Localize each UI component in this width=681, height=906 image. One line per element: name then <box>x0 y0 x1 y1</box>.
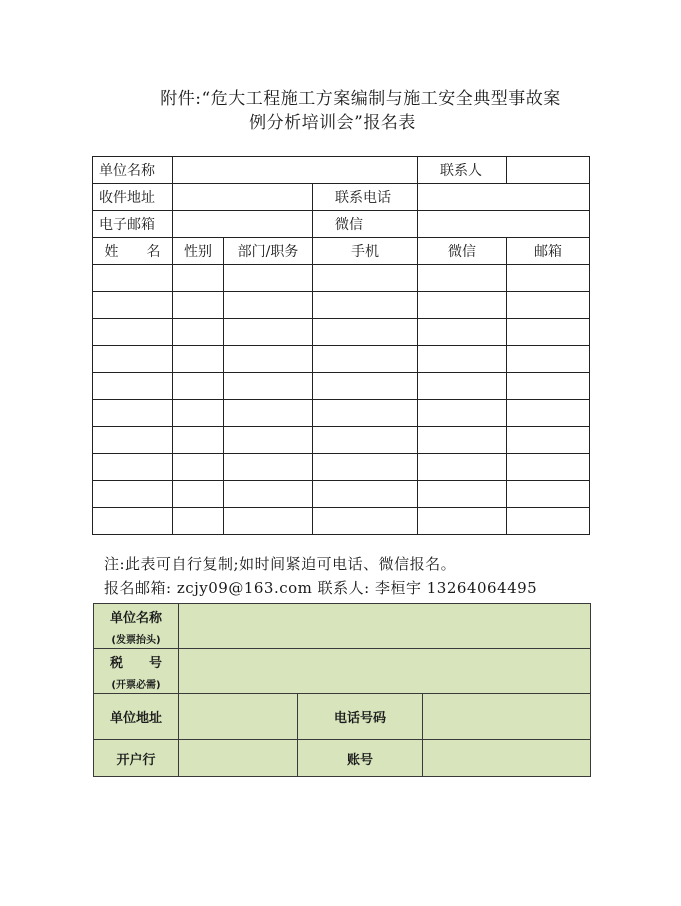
cell-mobile[interactable] <box>313 508 418 535</box>
note-copy-instruction: 注:此表可自行复制;如时间紧迫可电话、微信报名。 <box>104 555 457 573</box>
cell-department[interactable] <box>224 427 313 454</box>
cell-mobile[interactable] <box>313 346 418 373</box>
email-field[interactable] <box>173 211 313 238</box>
registration-table <box>92 156 590 535</box>
cell-wechat[interactable] <box>418 265 507 292</box>
column-header-department: 部门/职务 <box>224 238 313 265</box>
page-title-line-2: 例分析培训会”报名表 <box>249 113 416 133</box>
cell-name[interactable] <box>93 454 173 481</box>
invoice-phone-field[interactable] <box>423 694 591 740</box>
cell-department[interactable] <box>224 319 313 346</box>
note-contact-info: 报名邮箱: zcjy09@163.com 联系人: 李桓宇 13264064495 <box>104 579 538 597</box>
cell-department[interactable] <box>224 265 313 292</box>
cell-email[interactable] <box>507 454 590 481</box>
invoice-bank-field[interactable] <box>179 740 298 777</box>
table-row <box>93 319 590 346</box>
invoice-unit-name-text: 单位名称 <box>109 610 162 626</box>
cell-mobile[interactable] <box>313 427 418 454</box>
wechat-field[interactable] <box>418 211 590 238</box>
cell-wechat[interactable] <box>418 400 507 427</box>
cell-department[interactable] <box>224 373 313 400</box>
cell-department[interactable] <box>224 508 313 535</box>
cell-wechat[interactable] <box>418 508 507 535</box>
cell-name[interactable] <box>93 373 173 400</box>
invoice-unit-name-note: (发票抬头) <box>111 634 161 646</box>
invoice-account-field[interactable] <box>423 740 591 777</box>
cell-gender[interactable] <box>173 346 224 373</box>
cell-name[interactable] <box>93 292 173 319</box>
invoice-tax-no-label <box>94 649 179 694</box>
cell-email[interactable] <box>507 292 590 319</box>
cell-mobile[interactable] <box>313 400 418 427</box>
address-label: 收件地址 <box>93 184 173 211</box>
unit-name-field[interactable] <box>173 157 418 184</box>
cell-wechat[interactable] <box>418 427 507 454</box>
cell-name[interactable] <box>93 319 173 346</box>
contact-label: 联系人 <box>418 157 507 184</box>
cell-wechat[interactable] <box>418 346 507 373</box>
table-row <box>93 508 590 535</box>
cell-name[interactable] <box>93 427 173 454</box>
invoice-address-field[interactable] <box>179 694 298 740</box>
cell-name[interactable] <box>93 481 173 508</box>
cell-department[interactable] <box>224 292 313 319</box>
cell-wechat[interactable] <box>418 319 507 346</box>
phone-field[interactable] <box>418 184 590 211</box>
cell-name[interactable] <box>93 346 173 373</box>
cell-wechat[interactable] <box>418 292 507 319</box>
address-field[interactable] <box>173 184 313 211</box>
cell-email[interactable] <box>507 400 590 427</box>
table-row <box>93 481 590 508</box>
cell-email[interactable] <box>507 319 590 346</box>
cell-gender[interactable] <box>173 508 224 535</box>
cell-wechat[interactable] <box>418 481 507 508</box>
cell-gender[interactable] <box>173 265 224 292</box>
cell-wechat[interactable] <box>418 373 507 400</box>
contact-field[interactable] <box>507 157 590 184</box>
cell-email[interactable] <box>507 427 590 454</box>
table-row <box>93 265 590 292</box>
invoice-phone-label: 电话号码 <box>298 694 423 740</box>
cell-name[interactable] <box>93 508 173 535</box>
cell-mobile[interactable] <box>313 454 418 481</box>
cell-mobile[interactable] <box>313 319 418 346</box>
cell-name[interactable] <box>93 265 173 292</box>
cell-department[interactable] <box>224 454 313 481</box>
cell-department[interactable] <box>224 400 313 427</box>
cell-mobile[interactable] <box>313 481 418 508</box>
invoice-tax-no-field[interactable] <box>179 649 591 694</box>
column-header-mobile: 手机 <box>313 238 418 265</box>
cell-email[interactable] <box>507 508 590 535</box>
table-row <box>93 373 590 400</box>
email-label: 电子邮箱 <box>93 211 173 238</box>
cell-mobile[interactable] <box>313 292 418 319</box>
phone-label: 联系电话 <box>313 184 418 211</box>
table-row <box>93 292 590 319</box>
invoice-tax-no-note: (开票必需) <box>111 679 161 691</box>
cell-gender[interactable] <box>173 400 224 427</box>
cell-wechat[interactable] <box>418 454 507 481</box>
cell-name[interactable] <box>93 400 173 427</box>
cell-mobile[interactable] <box>313 265 418 292</box>
cell-gender[interactable] <box>173 454 224 481</box>
table-row <box>93 427 590 454</box>
cell-gender[interactable] <box>173 481 224 508</box>
wechat-label: 微信 <box>313 211 418 238</box>
invoice-tax-no-text: 税 号 <box>109 655 162 671</box>
unit-name-label: 单位名称 <box>93 157 173 184</box>
invoice-bank-label: 开户行 <box>94 740 179 777</box>
table-row <box>93 454 590 481</box>
invoice-unit-name-field[interactable] <box>179 604 591 649</box>
cell-email[interactable] <box>507 265 590 292</box>
invoice-address-label: 单位地址 <box>94 694 179 740</box>
cell-department[interactable] <box>224 481 313 508</box>
table-header-row <box>93 238 590 265</box>
invoice-unit-name-label <box>94 604 179 649</box>
cell-email[interactable] <box>507 346 590 373</box>
cell-gender[interactable] <box>173 319 224 346</box>
column-header-gender: 性别 <box>173 238 224 265</box>
cell-mobile[interactable] <box>313 373 418 400</box>
table-row <box>93 346 590 373</box>
column-header-wechat: 微信 <box>418 238 507 265</box>
column-header-name: 姓 名 <box>93 238 173 265</box>
invoice-account-label: 账号 <box>298 740 423 777</box>
cell-gender[interactable] <box>173 427 224 454</box>
table-row <box>93 400 590 427</box>
invoice-table <box>93 603 591 777</box>
cell-department[interactable] <box>224 346 313 373</box>
cell-email[interactable] <box>507 373 590 400</box>
column-header-email: 邮箱 <box>507 238 590 265</box>
cell-email[interactable] <box>507 481 590 508</box>
cell-gender[interactable] <box>173 292 224 319</box>
cell-gender[interactable] <box>173 373 224 400</box>
page-title-line-1: 附件:“危大工程施工方案编制与施工安全典型事故案 <box>160 89 561 109</box>
